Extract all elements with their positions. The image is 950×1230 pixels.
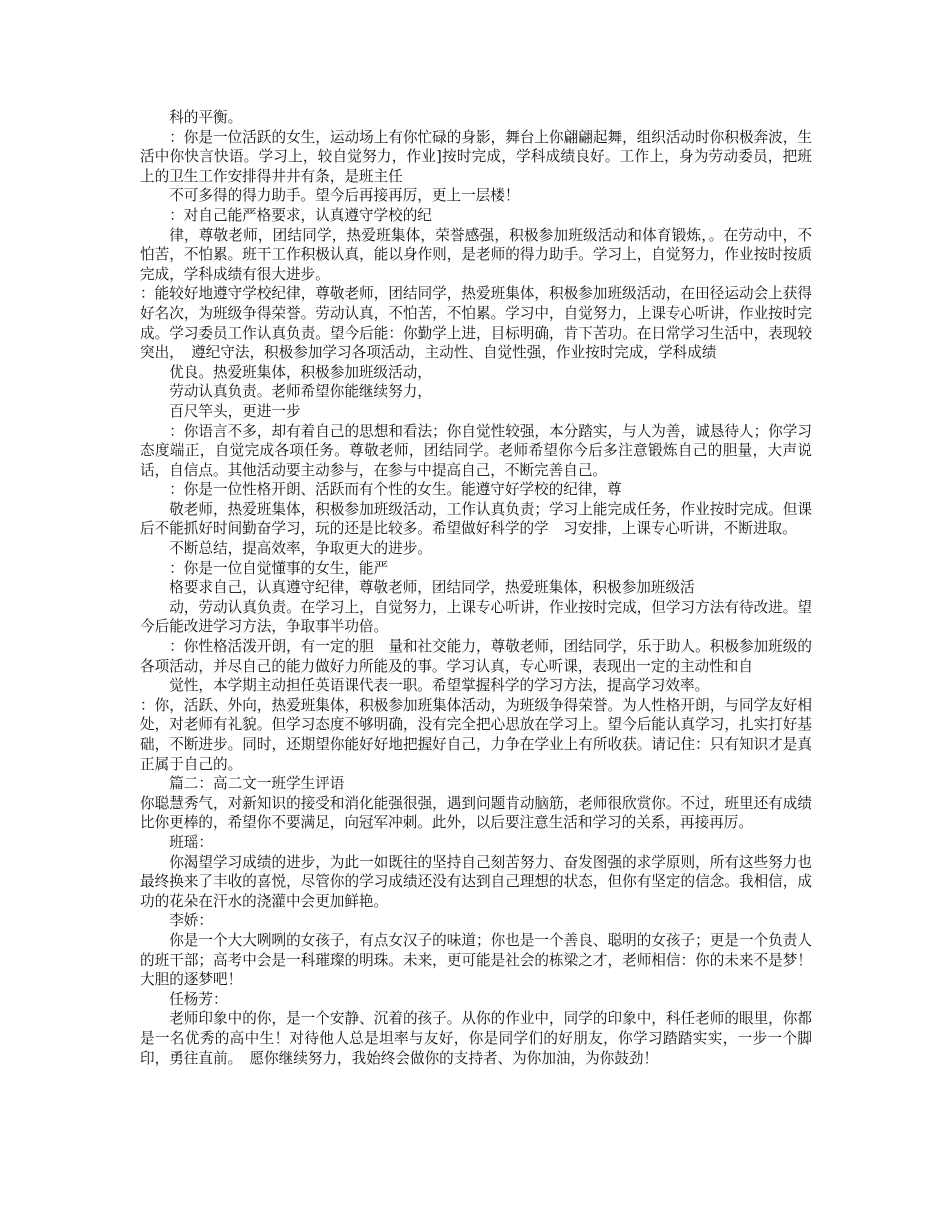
paragraph: 科的平衡。	[169, 109, 243, 126]
paragraph: 你是一个大大咧咧的女孩子，有点女汉子的味道；你也是一个善良、聪明的女孩子；更是一个负责人的班干部；高考中会是一科璀璨的明珠。未来，更可能是社会的栋梁之才，老师相信：你的未来不是梦！大胆的逐梦吧！	[140, 931, 812, 989]
paragraph: 动，劳动认真负责。在学习上，自觉努力，上课专心听讲，作业按时完成，但学习方法有待改进。望今后能改进学习方法，争取事半功倍。	[140, 598, 812, 636]
paragraph: ：你，活跃、外向，热爱班集体，积极参加班集体活动，为班级争得荣誉。为人性格开朗，与同学友好相处，对老师有礼貌。但学习态度不够明确，没有完全把心思放在学习上。望今后能认真学习，扎实打好基础，不断进步。同时，还期望你能好好地把握好自己，力争在学业上有所收获。请记住：只有知识才是真正属于自己的。	[140, 696, 812, 773]
paragraph: 不断总结，提高效率，争取更大的进步。	[169, 540, 432, 558]
paragraph: ：你语言不多，却有着自己的思想和看法；你自觉性较强，本分踏实，与人为善，诚恳待人；你学习态度端正，自觉完成各项任务。尊敬老师，团结同学。老师希望你今后多注意锻炼自己的胆量，大声说话，自信点。其他活动要主动参与，在参与中提高自己，不断完善自己。	[140, 422, 812, 479]
paragraph: 觉性，本学期主动担任英语课代表一职。希望掌握科学的学习方法，提高学习效率。	[169, 677, 710, 695]
paragraph: 老师印象中的你，是一个安静、沉着的孩子。从你的作业中，同学的印象中，科任老师的眼里，你都是一名优秀的高中生！对待他人总是坦率与友好，你是同学们的好朋友，你学习踏踏实实，一步一个脚印，勇往直前。 愿你继续努力，我始终会做你的支持者、为你加油，为你鼓劲！	[140, 1010, 812, 1067]
paragraph: 你渴望学习成绩的进步，为此一如既往的坚持自己刻苦努力、奋发图强的求学原则，所有这些努力也最终换来了丰收的喜悦，尽管你的学习成绩还没有达到自己理想的状态，但你有坚定的信念。我相信，成功的花朵在汗水的浇灌中会更加鲜艳。	[140, 853, 812, 910]
section-heading: 篇二：高二文一班学生评语	[169, 775, 345, 793]
document-body	[140, 108, 812, 1068]
student-name: 李娇：	[169, 912, 213, 930]
paragraph: 百尺竿头，更进一步	[169, 402, 301, 420]
student-name: 班瑶：	[169, 833, 213, 851]
paragraph: 不可多得的得力助手。望今后再接再厉，更上一层楼！	[169, 187, 520, 205]
paragraph: ：你性格活泼开朗，有一定的胆 量和社交能力，尊敬老师，团结同学，乐于助人。积极参加班级的各项活动，并尽自己的能力做好力所能及的事。学习认真，专心听课，表现出一定的主动性和自	[140, 638, 812, 675]
paragraph: 你聪慧秀气，对新知识的接受和消化能强很强，遇到问题肯动脑筋，老师很欣赏你。不过，班里还有成绩比你更棒的，希望你不要满足，向冠军冲刺。此外，以后要注意生活和学习的关系，再接再厉。	[140, 794, 812, 832]
paragraph: 劳动认真负责。老师希望你能继续努力，	[169, 383, 432, 401]
paragraph: ：你是一位活跃的女生，运动场上有你忙碌的身影，舞台上你翩翩起舞，组织活动时你积极奔波，生活中你快言快语。学习上，较自觉努力，作业]按时完成，学科成绩良好。工作上，身为劳动委员，把班上的卫生工作安排得井井有条，是班主任	[140, 128, 812, 185]
paragraph: ：你是一位自觉懂事的女生，能严	[169, 559, 389, 577]
paragraph: ：对自己能严格要求，认真遵守学校的纪	[169, 206, 432, 224]
paragraph: 律，尊敬老师，团结同学，热爱班集体，荣誉感强，积极参加班级活动和体育锻炼，。在劳动中，不怕苦，不怕累。班干工作积极认真，能以身作则，是老师的得力助手。学习上，自觉努力，作业按时按质完成，学科成绩有很大进步。	[140, 226, 812, 283]
student-name: 任杨芳：	[169, 990, 228, 1008]
paragraph: 敬老师，热爱班集体，积极参加班级活动，工作认真负责；学习上能完成任务，作业按时完成。但课后不能抓好时间勤奋学习，玩的还是比较多。希望做好科学的学 习安排，上课专心听讲，不断进取。	[140, 500, 812, 538]
paragraph: ：能较好地遵守学校纪律，尊敬老师，团结同学，热爱班集体，积极参加班级活动，在田径运动会上获得好名次，为班级争得荣誉。劳动认真，不怕苦，不怕累。学习中，自觉努力，上课专心听讲，作业按时完成。学习委员工作认真负责。望今后能：你勤学上进，目标明确，肯下苦功。在日常学习生活中，表现较突出， 遵纪守法，积极参加学习各项活动，主动性、自觉性强，作业按时完成，学科成绩	[140, 285, 812, 362]
paragraph: 优良。热爱班集体，积极参加班级活动，	[169, 363, 432, 381]
paragraph: 格要求自己，认真遵守纪律，尊敬老师，团结同学，热爱班集体，积极参加班级活	[169, 579, 695, 597]
paragraph: ：你是一位性格开朗、活跃而有个性的女生。能遵守好学校的纪律，尊	[169, 481, 622, 499]
